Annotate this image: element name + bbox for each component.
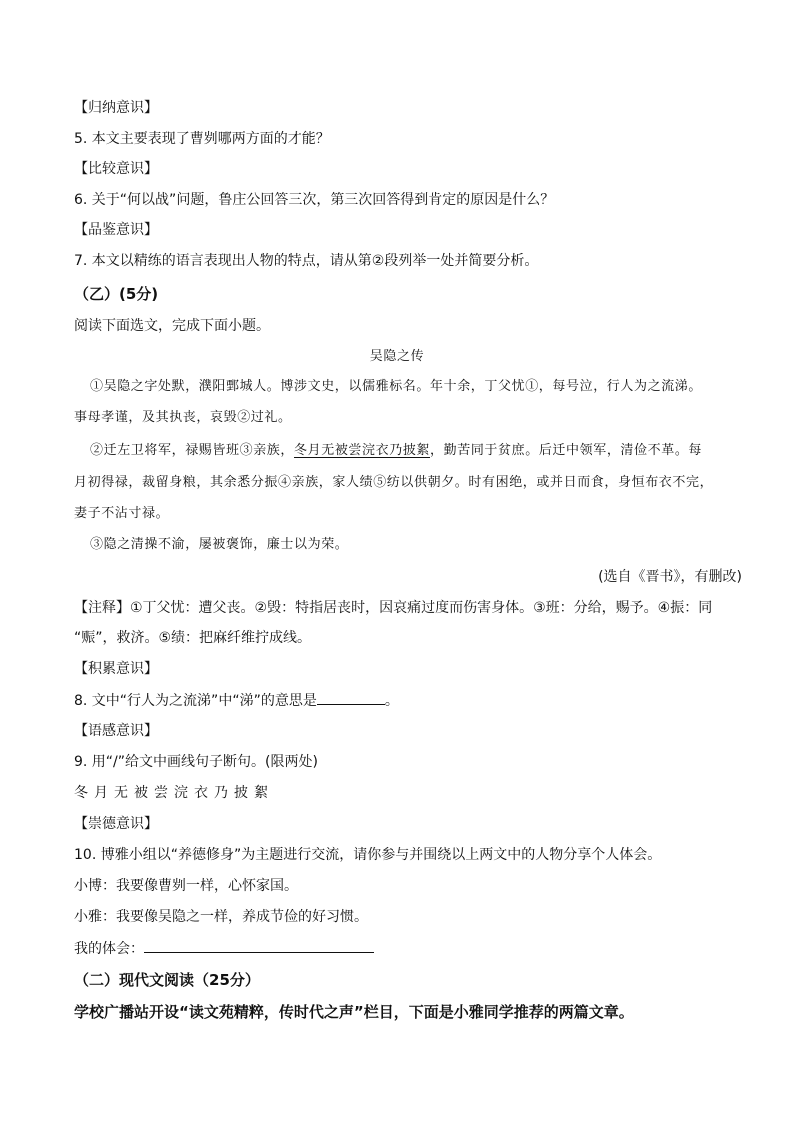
classical-para-2-line-2: 月初得禄，裁留身粮，其余悉分振④亲族，家人绩⑤纺以供朝夕。时有困绝，或并日而食，身恒布衣不完， bbox=[74, 475, 714, 490]
section-label-summary: 【归纳意识】 bbox=[74, 100, 158, 116]
my-response-label: 我的体会： bbox=[74, 941, 144, 957]
question-9-sentence: 冬月无被尝浣衣乃披絮 bbox=[74, 785, 274, 801]
answer-blank-10[interactable] bbox=[144, 938, 374, 953]
classical-text-title: 吴隐之传 bbox=[369, 349, 425, 364]
section-label-appreciate: 【品鉴意识】 bbox=[74, 222, 158, 238]
part-2-intro: 学校广播站开设“读文苑精粹，传时代之声”栏目，下面是小雅同学推荐的两篇文章。 bbox=[74, 1003, 634, 1021]
section-label-accumulate: 【积累意识】 bbox=[74, 661, 158, 677]
question-8-end: 。 bbox=[384, 693, 399, 709]
part-b-header: （乙）(5分) bbox=[74, 285, 159, 303]
part-2-header: （二）现代文阅读（25分） bbox=[74, 971, 260, 989]
notes-line-1: 【注释】①丁父忧：遭父丧。②毁：特指居丧时，因哀痛过度而伤害身体。③班：分给，赐予。④振：同 bbox=[74, 600, 713, 616]
classical-para-1-line-1: ①吴隐之字处默，濮阳鄄城人。博涉文史，以儒雅标名。年十余，丁父忧①，每号泣，行人为之流涕。 bbox=[90, 379, 703, 394]
classical-para-2-line-1 bbox=[90, 441, 702, 461]
question-8 bbox=[74, 690, 399, 711]
para-2-text-a: ②迁左卫将军，禄赐皆班③亲族， bbox=[90, 443, 295, 458]
question-8-text: 8. 文中“行人为之流涕”中“涕”的意思是 bbox=[74, 693, 317, 709]
part-b-instruction: 阅读下面选文，完成下面小题。 bbox=[74, 318, 270, 334]
para-2-text-b: ，勤苦同于贫庶。后迁中领军，清俭不革。每 bbox=[430, 443, 703, 458]
question-6: 6. 关于“何以战”问题，鲁庄公回答三次，第三次回答得到肯定的原因是什么？ bbox=[74, 192, 555, 208]
section-label-compare: 【比较意识】 bbox=[74, 161, 158, 177]
answer-blank-8[interactable] bbox=[317, 690, 385, 705]
section-label-language: 【语感意识】 bbox=[74, 723, 158, 739]
question-9: 9. 用“/”给文中画线句子断句。(限两处) bbox=[74, 754, 318, 770]
section-label-virtue: 【崇德意识】 bbox=[74, 816, 158, 832]
xiaoya-response: 小雅：我要像吴隐之一样，养成节俭的好习惯。 bbox=[74, 909, 368, 925]
my-response-line bbox=[74, 938, 374, 959]
question-10: 10. 博雅小组以“养德修身”为主题进行交流，请你参与并围绕以上两文中的人物分享个人体会。 bbox=[74, 847, 662, 863]
classical-para-1-line-2: 事母孝谨，及其执丧，哀毁②过礼。 bbox=[74, 410, 292, 425]
classical-para-3: ③隐之清操不渝，屡被褒饰，廉士以为荣。 bbox=[90, 537, 349, 552]
notes-line-2: “赈”，救济。⑤绩：把麻纤维拧成线。 bbox=[74, 630, 312, 646]
source-citation: (选自《晋书》，有删改) bbox=[598, 569, 742, 585]
xiaobo-response: 小博：我要像曹刿一样，心怀家国。 bbox=[74, 878, 298, 894]
underlined-sentence: 冬月无被尝浣衣乃披絮 bbox=[294, 443, 431, 458]
question-5: 5. 本文主要表现了曹刿哪两方面的才能？ bbox=[74, 131, 330, 147]
question-7: 7. 本文以精练的语言表现出人物的特点，请从第②段列举一处并简要分析。 bbox=[74, 253, 539, 269]
classical-para-2-line-3: 妻子不沾寸禄。 bbox=[74, 506, 170, 521]
